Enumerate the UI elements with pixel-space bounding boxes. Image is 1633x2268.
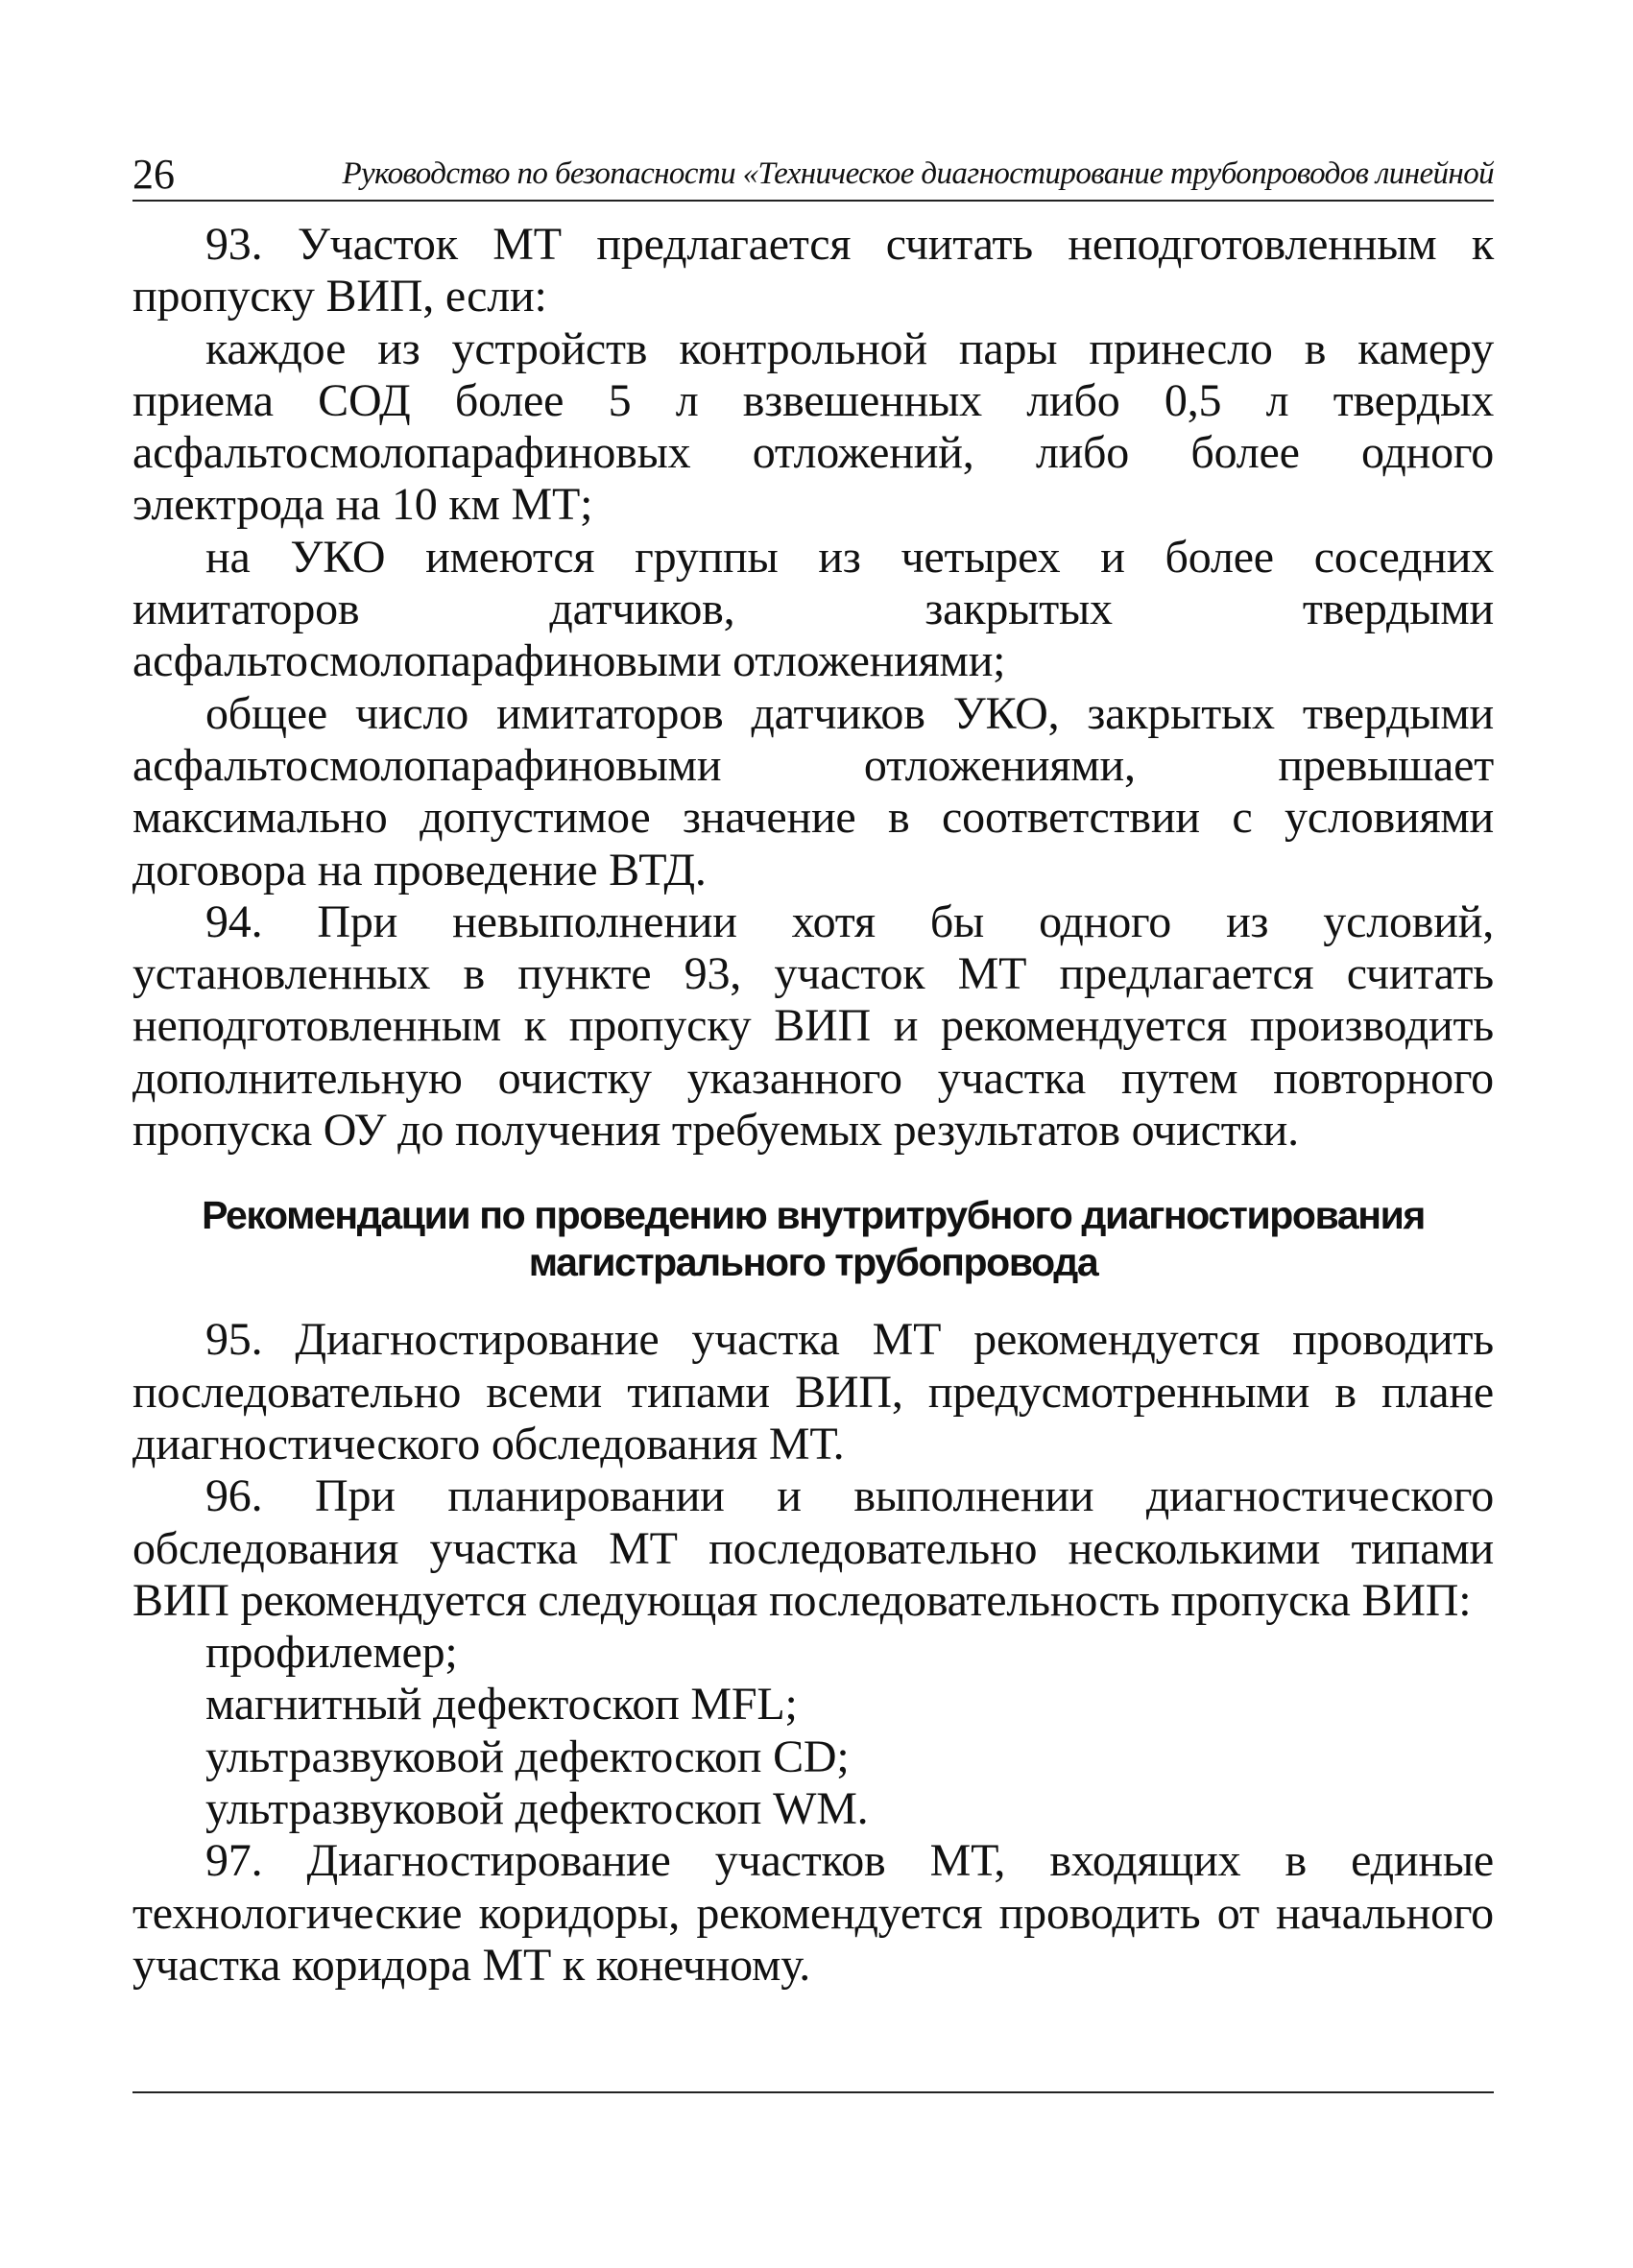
paragraph-94: 94. При невыполнении хотя бы одного из условий, установленных в пункте 93, участок МТ предлагается считать неподготовленным к пропуску ВИП и рекомендуется производить дополнительную очистку указанного участка путем повторного пропуска ОУ до получения требуемых результатов очистки. [132, 895, 1494, 1157]
body-text [132, 219, 1494, 1992]
paragraph-96: 96. При планировании и выполнении диагностического обследования участка МТ последовательно несколькими типами ВИП рекомендуется следующая последовательность пропуска ВИП: [132, 1470, 1494, 1626]
paragraph-95: 95. Диагностирование участка МТ рекомендуется проводить последовательно всеми типами ВИП, предусмотренными в плане диагностического обследования МТ. [132, 1314, 1494, 1469]
page-number: 26 [132, 151, 175, 198]
sequence-item-mfl: магнитный дефектоскоп MFL; [205, 1679, 798, 1731]
running-title: Руководство по безопасности «Техническое диагностирование трубопроводов линейной [342, 156, 1494, 191]
page-header [132, 146, 1494, 202]
condition-uko-total: общее число имитаторов датчиков УКО, закрытых твердыми асфальтосмолопарафиновыми отложениями, превышает максимально допустимое значение в соответствии с условиями договора на проведение ВТД. [132, 687, 1494, 895]
sequence-item-cd: ультразвуковой дефектоскоп CD; [205, 1731, 850, 1782]
footer-rule [132, 2091, 1494, 2093]
sequence-item-profilemer: профилемер; [205, 1627, 458, 1679]
section-heading [132, 1192, 1494, 1286]
sequence-item-wm: ультразвуковой дефектоскоп WM. [205, 1783, 869, 1835]
condition-control-pair: каждое из устройств контрольной пары принесло в камеру приема СОД более 5 л взвешенных либо 0,5 л твердых асфальтосмолопарафиновых отложений, либо более одного электрода на 10 км МТ; [132, 322, 1494, 531]
section-heading-line-1: Рекомендации по проведению внутритрубного диагностирования [202, 1193, 1425, 1238]
condition-uko-groups: на УКО имеются группы из четырех и более соседних имитаторов датчиков, закрытых твердыми асфальтосмолопарафиновыми отложениями; [132, 531, 1494, 687]
paragraph-97: 97. Диагностирование участков МТ, входящих в единые технологические коридоры, рекомендуется проводить от начального участка коридора МТ к конечному. [132, 1835, 1494, 1991]
section-heading-line-2: магистрального трубопровода [528, 1240, 1098, 1285]
paragraph-93: 93. Участок МТ предлагается считать неподготовленным к пропуску ВИП, если: [132, 219, 1494, 322]
